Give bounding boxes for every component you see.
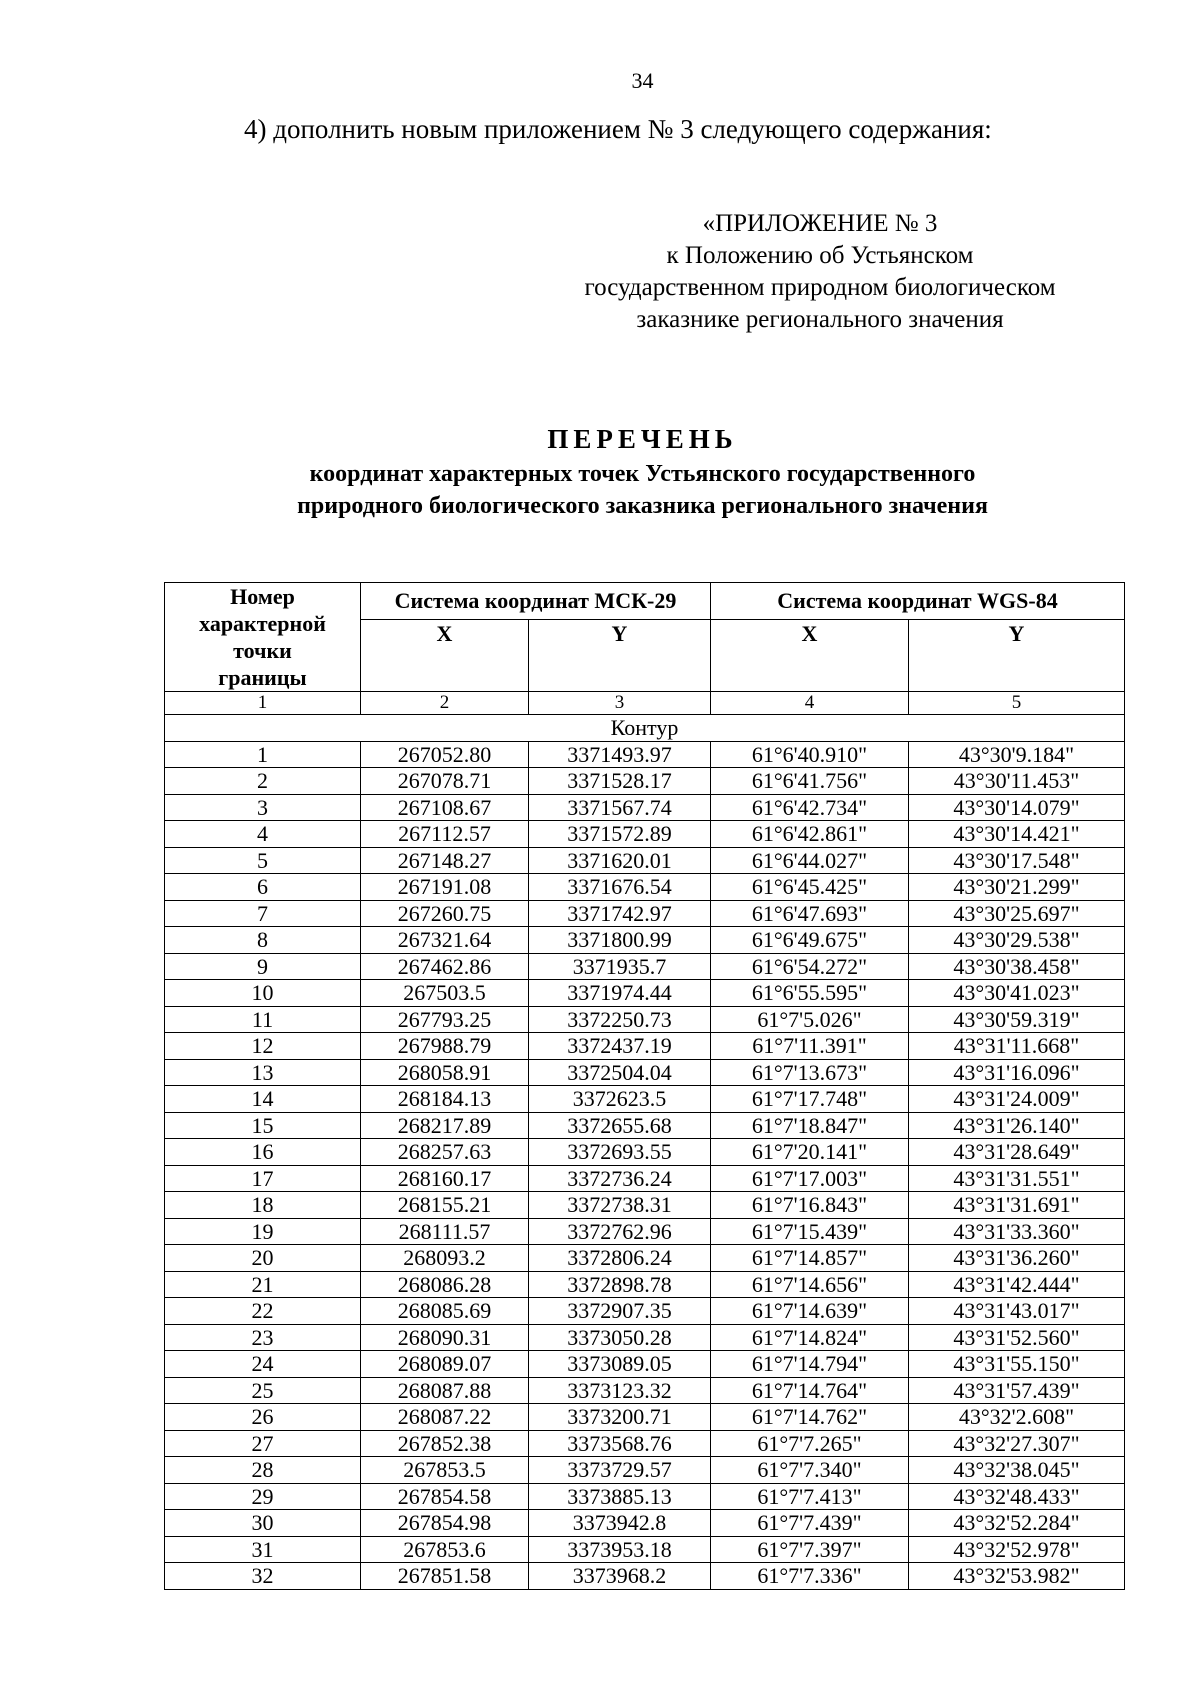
wgs-x-cell: 61°7'17.003"	[711, 1165, 909, 1192]
msk-x-cell: 268217.89	[361, 1112, 529, 1139]
column-number: 3	[529, 692, 711, 715]
msk-y-cell: 3372736.24	[529, 1165, 711, 1192]
table-row	[165, 1404, 1125, 1431]
wgs-y-cell: 43°31'33.360"	[909, 1218, 1125, 1245]
wgs-x-cell: 61°7'14.762"	[711, 1404, 909, 1431]
wgs-x-cell: 61°7'14.656"	[711, 1271, 909, 1298]
msk-x-cell: 268087.22	[361, 1404, 529, 1431]
wgs-x-cell: 61°7'7.413"	[711, 1483, 909, 1510]
wgs-x-cell: 61°6'55.595"	[711, 980, 909, 1007]
point-number-cell: 20	[165, 1245, 361, 1272]
column-number: 2	[361, 692, 529, 715]
point-number-cell: 19	[165, 1218, 361, 1245]
msk-y-cell: 3372623.5	[529, 1086, 711, 1113]
header-point-number	[165, 583, 361, 692]
table-row	[165, 1218, 1125, 1245]
wgs-y-cell: 43°32'48.433"	[909, 1483, 1125, 1510]
column-number: 4	[711, 692, 909, 715]
wgs-x-cell: 61°7'5.026"	[711, 1006, 909, 1033]
msk-y-cell: 3372907.35	[529, 1298, 711, 1325]
msk-y-cell: 3372504.04	[529, 1059, 711, 1086]
wgs-x-cell: 61°7'14.639"	[711, 1298, 909, 1325]
list-subtitle	[0, 458, 1200, 522]
msk-x-cell: 267078.71	[361, 768, 529, 795]
msk-x-cell: 267988.79	[361, 1033, 529, 1060]
table-row	[165, 953, 1125, 980]
msk-x-cell: 268086.28	[361, 1271, 529, 1298]
table-row	[165, 1086, 1125, 1113]
msk-x-cell: 268087.88	[361, 1377, 529, 1404]
point-number-cell: 6	[165, 874, 361, 901]
table-row	[165, 1510, 1125, 1537]
point-number-cell: 26	[165, 1404, 361, 1431]
section-label: Контур	[165, 715, 1125, 742]
table-row	[165, 847, 1125, 874]
wgs-x-cell: 61°7'13.673"	[711, 1059, 909, 1086]
point-number-cell: 11	[165, 1006, 361, 1033]
point-number-cell: 3	[165, 794, 361, 821]
table-row	[165, 1033, 1125, 1060]
wgs-y-cell: 43°31'57.439"	[909, 1377, 1125, 1404]
wgs-y-cell: 43°31'28.649"	[909, 1139, 1125, 1166]
point-number-cell: 17	[165, 1165, 361, 1192]
point-number-cell: 24	[165, 1351, 361, 1378]
wgs-y-cell: 43°31'26.140"	[909, 1112, 1125, 1139]
msk-x-cell: 267853.6	[361, 1536, 529, 1563]
table-row	[165, 1457, 1125, 1484]
msk-x-cell: 267852.38	[361, 1430, 529, 1457]
table-row	[165, 1377, 1125, 1404]
table-row	[165, 1059, 1125, 1086]
table-row	[165, 1271, 1125, 1298]
point-number-cell: 30	[165, 1510, 361, 1537]
wgs-y-cell: 43°31'42.444"	[909, 1271, 1125, 1298]
msk-x-cell: 267112.57	[361, 821, 529, 848]
point-number-cell: 21	[165, 1271, 361, 1298]
msk-x-cell: 268155.21	[361, 1192, 529, 1219]
table-row	[165, 927, 1125, 954]
table-row	[165, 874, 1125, 901]
msk-y-cell: 3373089.05	[529, 1351, 711, 1378]
msk-y-cell: 3372250.73	[529, 1006, 711, 1033]
wgs-x-cell: 61°7'7.336"	[711, 1563, 909, 1590]
wgs-x-cell: 61°7'14.857"	[711, 1245, 909, 1272]
wgs-y-cell: 43°30'41.023"	[909, 980, 1125, 1007]
point-number-cell: 1	[165, 741, 361, 768]
point-number-cell: 12	[165, 1033, 361, 1060]
wgs-y-cell: 43°31'52.560"	[909, 1324, 1125, 1351]
msk-x-cell: 268085.69	[361, 1298, 529, 1325]
msk-y-cell: 3371528.17	[529, 768, 711, 795]
header-msk29: Система координат МСК-29	[361, 583, 711, 620]
column-number: 1	[165, 692, 361, 715]
appendix-header	[560, 208, 1080, 336]
wgs-y-cell: 43°31'31.691"	[909, 1192, 1125, 1219]
msk-y-cell: 3373200.71	[529, 1404, 711, 1431]
wgs-x-cell: 61°7'14.794"	[711, 1351, 909, 1378]
wgs-y-cell: 43°30'17.548"	[909, 847, 1125, 874]
wgs-x-cell: 61°7'17.748"	[711, 1086, 909, 1113]
table-row	[165, 1165, 1125, 1192]
wgs-y-cell: 43°30'38.458"	[909, 953, 1125, 980]
header-msk-x: X	[361, 619, 529, 691]
point-number-cell: 10	[165, 980, 361, 1007]
msk-y-cell: 3371620.01	[529, 847, 711, 874]
msk-x-cell: 267191.08	[361, 874, 529, 901]
msk-y-cell: 3371567.74	[529, 794, 711, 821]
wgs-x-cell: 61°7'15.439"	[711, 1218, 909, 1245]
wgs-x-cell: 61°7'16.843"	[711, 1192, 909, 1219]
wgs-y-cell: 43°30'14.079"	[909, 794, 1125, 821]
wgs-x-cell: 61°6'42.861"	[711, 821, 909, 848]
appendix-line: государственном природном биологическом	[584, 274, 1056, 301]
column-numbers-row	[165, 692, 1125, 715]
column-number: 5	[909, 692, 1125, 715]
wgs-y-cell: 43°30'21.299"	[909, 874, 1125, 901]
msk-x-cell: 267793.25	[361, 1006, 529, 1033]
wgs-x-cell: 61°7'7.439"	[711, 1510, 909, 1537]
msk-y-cell: 3373942.8	[529, 1510, 711, 1537]
table-row	[165, 1139, 1125, 1166]
point-number-cell: 8	[165, 927, 361, 954]
table-row	[165, 1006, 1125, 1033]
table-row	[165, 1298, 1125, 1325]
table-row	[165, 741, 1125, 768]
appendix-line: «ПРИЛОЖЕНИЕ № 3	[702, 210, 938, 237]
table-row	[165, 1112, 1125, 1139]
msk-y-cell: 3372437.19	[529, 1033, 711, 1060]
wgs-y-cell: 43°30'14.421"	[909, 821, 1125, 848]
point-number-cell: 9	[165, 953, 361, 980]
subtitle-line: природного биологического заказника регионального значения	[297, 493, 988, 519]
msk-x-cell: 268058.91	[361, 1059, 529, 1086]
msk-x-cell: 267148.27	[361, 847, 529, 874]
wgs-y-cell: 43°30'9.184"	[909, 741, 1125, 768]
msk-y-cell: 3371572.89	[529, 821, 711, 848]
wgs-x-cell: 61°6'49.675"	[711, 927, 909, 954]
msk-y-cell: 3373050.28	[529, 1324, 711, 1351]
table-row	[165, 1351, 1125, 1378]
appendix-line: заказнике регионального значения	[636, 306, 1004, 333]
msk-y-cell: 3372806.24	[529, 1245, 711, 1272]
point-number-cell: 29	[165, 1483, 361, 1510]
wgs-x-cell: 61°7'14.824"	[711, 1324, 909, 1351]
msk-y-cell: 3372898.78	[529, 1271, 711, 1298]
wgs-x-cell: 61°6'44.027"	[711, 847, 909, 874]
table-row	[165, 768, 1125, 795]
wgs-x-cell: 61°6'40.910"	[711, 741, 909, 768]
msk-y-cell: 3372762.96	[529, 1218, 711, 1245]
table-row	[165, 900, 1125, 927]
msk-x-cell: 267503.5	[361, 980, 529, 1007]
msk-x-cell: 268184.13	[361, 1086, 529, 1113]
msk-y-cell: 3373568.76	[529, 1430, 711, 1457]
table-row	[165, 1563, 1125, 1590]
wgs-y-cell: 43°31'16.096"	[909, 1059, 1125, 1086]
wgs-y-cell: 43°31'31.551"	[909, 1165, 1125, 1192]
msk-x-cell: 268160.17	[361, 1165, 529, 1192]
header-wgs-x: X	[711, 619, 909, 691]
point-number-cell: 25	[165, 1377, 361, 1404]
wgs-x-cell: 61°7'7.340"	[711, 1457, 909, 1484]
msk-x-cell: 268257.63	[361, 1139, 529, 1166]
wgs-x-cell: 61°6'45.425"	[711, 874, 909, 901]
point-number-cell: 16	[165, 1139, 361, 1166]
page-number: 34	[631, 68, 654, 93]
point-number-cell: 31	[165, 1536, 361, 1563]
wgs-y-cell: 43°31'36.260"	[909, 1245, 1125, 1272]
table-row	[165, 1245, 1125, 1272]
msk-x-cell: 267260.75	[361, 900, 529, 927]
table-header-row	[165, 583, 1125, 620]
msk-x-cell: 267108.67	[361, 794, 529, 821]
wgs-y-cell: 43°30'29.538"	[909, 927, 1125, 954]
msk-x-cell: 267851.58	[361, 1563, 529, 1590]
header-msk-y: Y	[529, 619, 711, 691]
wgs-y-cell: 43°31'43.017"	[909, 1298, 1125, 1325]
point-number-cell: 4	[165, 821, 361, 848]
wgs-x-cell: 61°6'47.693"	[711, 900, 909, 927]
wgs-y-cell: 43°31'55.150"	[909, 1351, 1125, 1378]
header-wgs-y: Y	[909, 619, 1125, 691]
msk-x-cell: 267321.64	[361, 927, 529, 954]
msk-y-cell: 3372655.68	[529, 1112, 711, 1139]
wgs-x-cell: 61°7'7.397"	[711, 1536, 909, 1563]
table-row	[165, 1324, 1125, 1351]
msk-y-cell: 3371974.44	[529, 980, 711, 1007]
amendment-intro: 4) дополнить новым приложением № 3 следующего содержания:	[244, 114, 992, 144]
msk-y-cell: 3373885.13	[529, 1483, 711, 1510]
msk-y-cell: 3372693.55	[529, 1139, 711, 1166]
appendix-line: к Положению об Устьянском	[666, 242, 974, 269]
point-number-cell: 18	[165, 1192, 361, 1219]
msk-x-cell: 267853.5	[361, 1457, 529, 1484]
wgs-y-cell: 43°30'11.453"	[909, 768, 1125, 795]
msk-x-cell: 268089.07	[361, 1351, 529, 1378]
wgs-y-cell: 43°32'2.608"	[909, 1404, 1125, 1431]
table-row	[165, 1483, 1125, 1510]
msk-y-cell: 3373729.57	[529, 1457, 711, 1484]
msk-y-cell: 3371935.7	[529, 953, 711, 980]
point-number-cell: 27	[165, 1430, 361, 1457]
point-number-cell: 15	[165, 1112, 361, 1139]
wgs-x-cell: 61°7'14.764"	[711, 1377, 909, 1404]
wgs-x-cell: 61°6'42.734"	[711, 794, 909, 821]
msk-y-cell: 3371742.97	[529, 900, 711, 927]
msk-y-cell: 3373123.32	[529, 1377, 711, 1404]
wgs-y-cell: 43°32'52.978"	[909, 1536, 1125, 1563]
subtitle-line: координат характерных точек Устьянского государственного	[309, 461, 976, 487]
list-title: ПЕРЕЧЕНЬ	[547, 424, 738, 454]
point-number-cell: 23	[165, 1324, 361, 1351]
wgs-y-cell: 43°30'59.319"	[909, 1006, 1125, 1033]
point-number-cell: 13	[165, 1059, 361, 1086]
wgs-y-cell: 43°32'53.982"	[909, 1563, 1125, 1590]
wgs-x-cell: 61°6'41.756"	[711, 768, 909, 795]
coordinates-table	[164, 582, 1125, 1590]
wgs-y-cell: 43°31'24.009"	[909, 1086, 1125, 1113]
table-row	[165, 1430, 1125, 1457]
wgs-x-cell: 61°7'20.141"	[711, 1139, 909, 1166]
point-number-cell: 14	[165, 1086, 361, 1113]
table-row	[165, 1192, 1125, 1219]
header-point-label: Номер характерной точки границы	[199, 584, 326, 690]
header-wgs84: Система координат WGS-84	[711, 583, 1125, 620]
msk-x-cell: 267462.86	[361, 953, 529, 980]
table-row	[165, 794, 1125, 821]
point-number-cell: 28	[165, 1457, 361, 1484]
wgs-x-cell: 61°7'11.391"	[711, 1033, 909, 1060]
msk-x-cell: 267854.98	[361, 1510, 529, 1537]
wgs-y-cell: 43°31'11.668"	[909, 1033, 1125, 1060]
msk-x-cell: 267854.58	[361, 1483, 529, 1510]
table-row	[165, 1536, 1125, 1563]
point-number-cell: 2	[165, 768, 361, 795]
msk-x-cell: 268090.31	[361, 1324, 529, 1351]
section-row	[165, 715, 1125, 742]
msk-y-cell: 3371676.54	[529, 874, 711, 901]
wgs-x-cell: 61°7'18.847"	[711, 1112, 909, 1139]
msk-y-cell: 3371493.97	[529, 741, 711, 768]
point-number-cell: 7	[165, 900, 361, 927]
wgs-x-cell: 61°7'7.265"	[711, 1430, 909, 1457]
msk-y-cell: 3373953.18	[529, 1536, 711, 1563]
point-number-cell: 5	[165, 847, 361, 874]
wgs-y-cell: 43°32'38.045"	[909, 1457, 1125, 1484]
wgs-x-cell: 61°6'54.272"	[711, 953, 909, 980]
wgs-y-cell: 43°30'25.697"	[909, 900, 1125, 927]
msk-x-cell: 268093.2	[361, 1245, 529, 1272]
point-number-cell: 22	[165, 1298, 361, 1325]
msk-y-cell: 3372738.31	[529, 1192, 711, 1219]
table-row	[165, 980, 1125, 1007]
msk-y-cell: 3373968.2	[529, 1563, 711, 1590]
msk-x-cell: 267052.80	[361, 741, 529, 768]
wgs-y-cell: 43°32'27.307"	[909, 1430, 1125, 1457]
point-number-cell: 32	[165, 1563, 361, 1590]
wgs-y-cell: 43°32'52.284"	[909, 1510, 1125, 1537]
msk-y-cell: 3371800.99	[529, 927, 711, 954]
msk-x-cell: 268111.57	[361, 1218, 529, 1245]
table-row	[165, 821, 1125, 848]
